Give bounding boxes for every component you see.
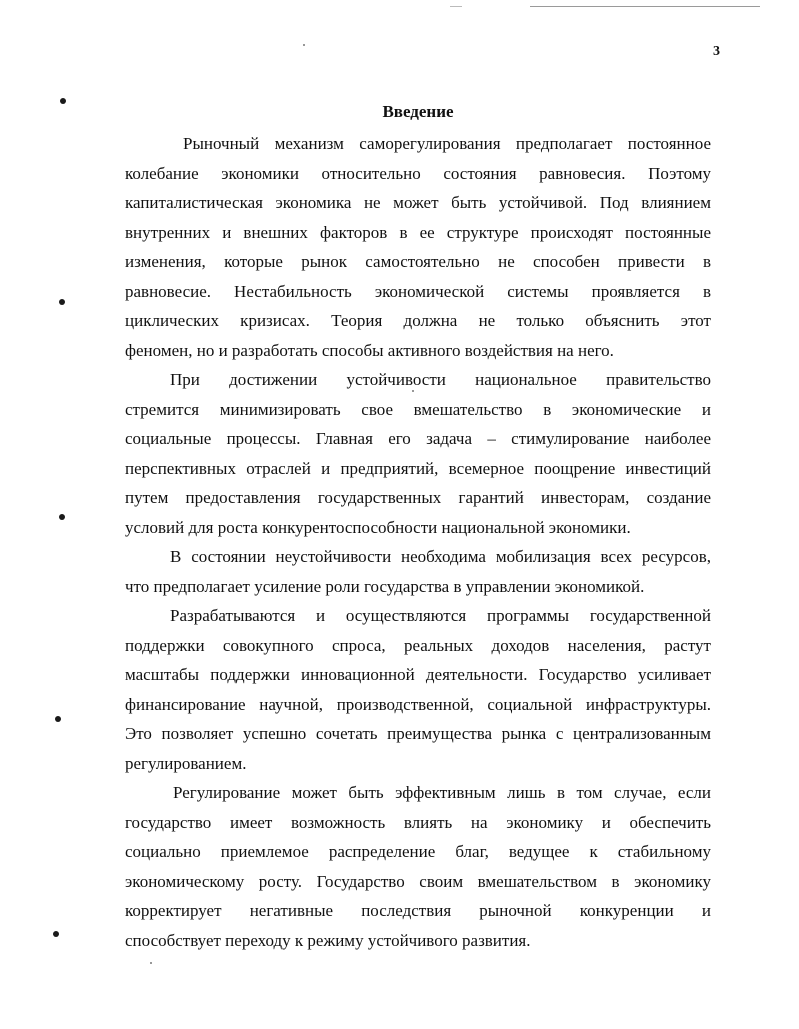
paragraph-line: корректирует негативные последствия рыночной конкуренции и — [125, 901, 711, 920]
paragraph-line: социально приемлемое распределение благ, ведущее к стабильному — [125, 842, 711, 861]
punch-hole-mark — [60, 98, 66, 104]
paragraph-line: Это позволяет успешно сочетать преимущества рынка с централизованным — [125, 724, 711, 743]
paragraph-line: колебание экономики относительно состояния равновесия. Поэтому — [125, 163, 711, 183]
paragraph-line: социальные процессы. Главная его задача – стимулирование наиболее — [125, 429, 711, 448]
paragraph-line: стремится минимизировать свое вмешательство в экономические и — [125, 399, 711, 419]
paragraph-line: феномен, но и разработать способы активного воздействия на него. — [125, 340, 614, 360]
scan-edge-mark — [450, 6, 462, 7]
paragraph-line: перспективных отраслей и предприятий, всемерное поощрение инвестиций — [125, 458, 711, 478]
paragraph-line: масштабы поддержки инновационной деятельности. Государство усиливает — [125, 665, 711, 684]
scan-speck — [303, 44, 305, 46]
paragraph-line: путем предоставления государственных гарантий инвесторам, создание — [125, 488, 711, 507]
scan-edge-line — [530, 6, 760, 7]
paragraph-line: что предполагает усиление роли государства в управлении экономикой. — [125, 576, 645, 596]
paragraph-line: финансирование научной, производственной, социальной инфраструктуры. — [125, 694, 711, 714]
paragraph-line: циклических кризисах. Теория должна не только объяснить этот — [125, 311, 711, 330]
paragraph-line: государство имеет возможность влиять на экономику и обеспечить — [125, 812, 711, 832]
scan-speck — [150, 962, 152, 964]
page-number: 3 — [713, 44, 720, 59]
punch-hole-mark — [53, 931, 59, 937]
page-title: Введение — [382, 102, 454, 121]
paragraph: В состоянии неустойчивости необходима мобилизация всех ресурсов, — [170, 547, 711, 566]
punch-hole-mark — [55, 716, 61, 722]
punch-hole-mark — [59, 299, 65, 305]
paragraph-line: равновесие. Нестабильность экономической системы проявляется в — [125, 281, 711, 301]
paragraph-line: изменения, которые рынок самостоятельно не способен привести в — [125, 252, 711, 271]
paragraph-line: условий для роста конкурентоспособности национальной экономики. — [125, 517, 631, 537]
paragraph-line: экономическому росту. Государство своим вмешательством в экономику — [125, 871, 711, 891]
paragraph: Регулирование может быть эффективным лишь в том случае, если — [173, 783, 711, 802]
paragraph: Рыночный механизм саморегулирования предполагает постоянное — [183, 134, 711, 153]
paragraph-line: внутренних и внешних факторов в ее структуре происходят постоянные — [125, 222, 711, 242]
paragraph-line: способствует переходу к режиму устойчивого развития. — [125, 930, 531, 950]
paragraph-line: поддержки совокупного спроса, реальных доходов населения, растут — [125, 635, 711, 655]
paragraph: Разрабатываются и осуществляются программы государственной — [170, 606, 711, 625]
punch-hole-mark — [59, 514, 65, 520]
paragraph-line: регулированием. — [125, 753, 247, 773]
paragraph-line: капиталистическая экономика не может быть устойчивой. Под влиянием — [125, 193, 711, 212]
paragraph: При достижении устойчивости национальное правительство — [170, 370, 711, 389]
body-text — [125, 129, 711, 955]
